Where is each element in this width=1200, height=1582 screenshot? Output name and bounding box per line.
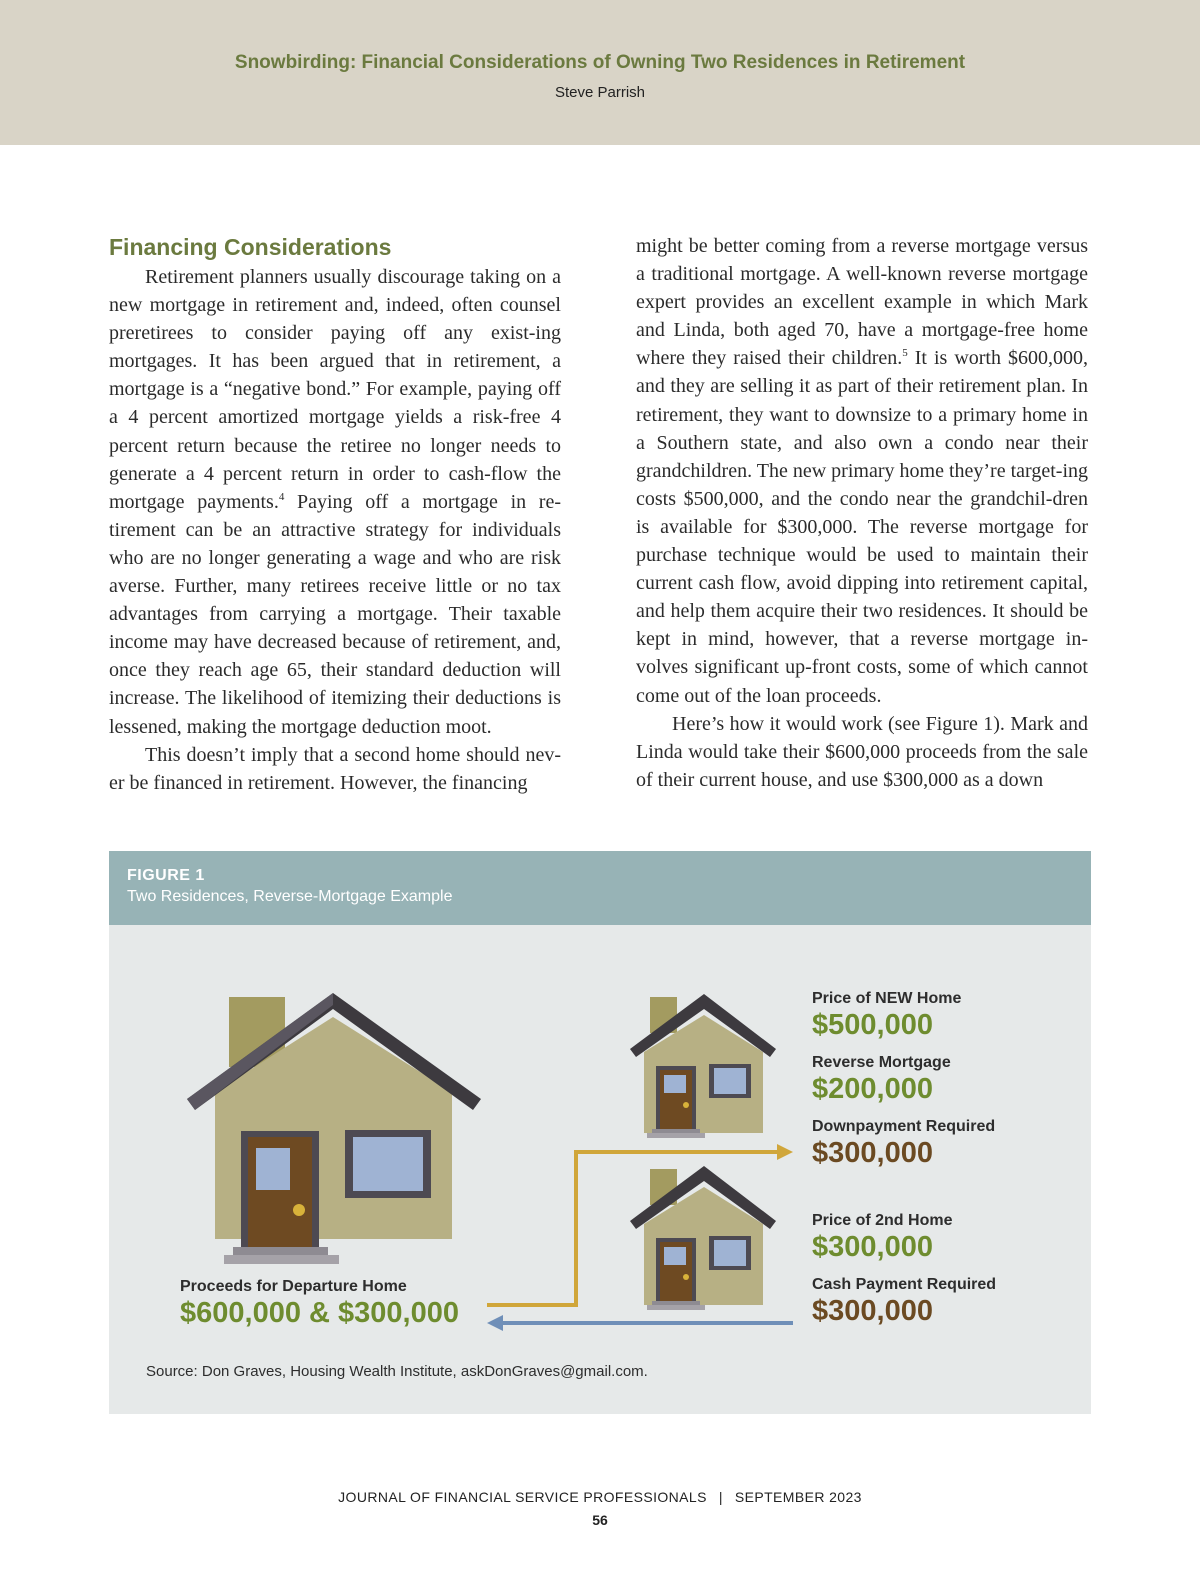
page-footer bbox=[0, 1489, 1200, 1505]
new-home-price-label: Price of NEW Home bbox=[812, 990, 962, 1007]
footnote-ref-5[interactable]: 5 bbox=[902, 347, 908, 360]
journal-name: JOURNAL OF FINANCIAL SERVICE PROFESSIONALS bbox=[338, 1489, 707, 1505]
new-home-icon bbox=[630, 994, 776, 1138]
footnote-ref-4[interactable]: 4 bbox=[278, 490, 285, 503]
left-paragraph-1 bbox=[109, 263, 561, 741]
right-paragraph-2: Here’s how it would work (see Figure 1). Mark and Linda would take their $600,000 proceeds from the sale of their current house, and use $300,000 as a down bbox=[636, 712, 1088, 791]
section-heading: Financing Considerations bbox=[109, 234, 392, 260]
issue-date: SEPTEMBER 2023 bbox=[734, 1489, 862, 1505]
reverse-mortgage-label: Reverse Mortgage bbox=[812, 1054, 951, 1071]
second-home-price-value: $300,000 bbox=[812, 1231, 933, 1263]
right-paragraph-1-text-a: might be better coming from a reverse mortgage versus a traditional mortgage. A well-known reverse mortgage expert provides an excellent example in which Mark and Linda, both aged 70, have a mortgage-free home where they raised their children. bbox=[636, 235, 1088, 370]
figure-title: Two Residences, Reverse-Mortgage Example bbox=[127, 888, 453, 905]
right-paragraph-1 bbox=[636, 232, 1088, 710]
second-home-icon bbox=[630, 1166, 776, 1310]
left-paragraph-1-text-b: Paying off a mortgage in re-tirement can be an attractive strategy for individuals who are no longer generating a wage and who are risk averse. Further, many retirees receive little or no tax advantages from carrying a mortgage. Their taxable income may have decreased because of retirement, and, once they reach age 65, their standard deduction will increase. The likelihood of itemizing their deductions is lessened, making the mortgage deduction moot. bbox=[109, 490, 561, 738]
departure-proceeds-value: $600,000 & $300,000 bbox=[180, 1297, 459, 1329]
left-column bbox=[109, 232, 561, 797]
footer-separator: | bbox=[718, 1489, 723, 1505]
departure-house-icon bbox=[187, 993, 481, 1264]
cash-payment-label: Cash Payment Required bbox=[812, 1276, 997, 1293]
second-home-price-label: Price of 2nd Home bbox=[812, 1212, 953, 1229]
figure-label: FIGURE 1 bbox=[127, 867, 205, 884]
article-title: Snowbirding: Financial Considerations of Owning Two Residences in Retirement bbox=[234, 52, 966, 73]
figure-1 bbox=[109, 851, 1091, 1414]
downpayment-label: Downpayment Required bbox=[812, 1118, 996, 1135]
figure-source: Source: Don Graves, Housing Wealth Institute, askDonGraves@gmail.com. bbox=[146, 1363, 648, 1380]
right-paragraph-1-text-b: It is worth $600,000, and they are selling it as part of their retirement plan. In retirement, they want to downsize to a primary home in a Southern state, and also own a condo near their grandchildren. The new primary home they’re target-ing costs $500,000, and the condo near the grandchil-dren is available for $300,000. The reverse mortgage for purchase technique would be used to maintain their current cash flow, avoid dipping into retirement capital, and help them acquire their two residences. It should be kept in mind, however, that a reverse mortgage in-volves significant up-front costs, some of which cannot come out of the loan proceeds. bbox=[636, 347, 1088, 707]
left-paragraph-1-text-a: Retirement planners usually discourage taking on a new mortgage in retirement and, indeed, often counsel preretirees to consider paying off any exist-ing mortgages. It has been argued that in retirement, a mortgage is a “negative bond.” For example, paying off a 4 percent amortized mortgage yields a risk-free 4 percent return because the retiree no longer needs to generate a 4 percent return in order to cash-flow the mortgage payments. bbox=[109, 266, 561, 513]
header-band bbox=[0, 0, 1200, 145]
left-paragraph-2: This doesn’t imply that a second home should nev-er be financed in retirement. However, the financing bbox=[109, 743, 561, 794]
downpayment-value: $300,000 bbox=[812, 1137, 933, 1169]
right-column bbox=[636, 232, 1088, 794]
cash-payment-arrow-icon bbox=[487, 1315, 793, 1331]
reverse-mortgage-value: $200,000 bbox=[812, 1073, 933, 1105]
article-author: Steve Parrish bbox=[554, 84, 646, 101]
new-home-price-value: $500,000 bbox=[812, 1009, 933, 1041]
cash-payment-value: $300,000 bbox=[812, 1295, 933, 1327]
page-number: 56 bbox=[592, 1512, 608, 1528]
figure-header-bar bbox=[109, 851, 1091, 925]
departure-proceeds-label: Proceeds for Departure Home bbox=[180, 1278, 407, 1295]
